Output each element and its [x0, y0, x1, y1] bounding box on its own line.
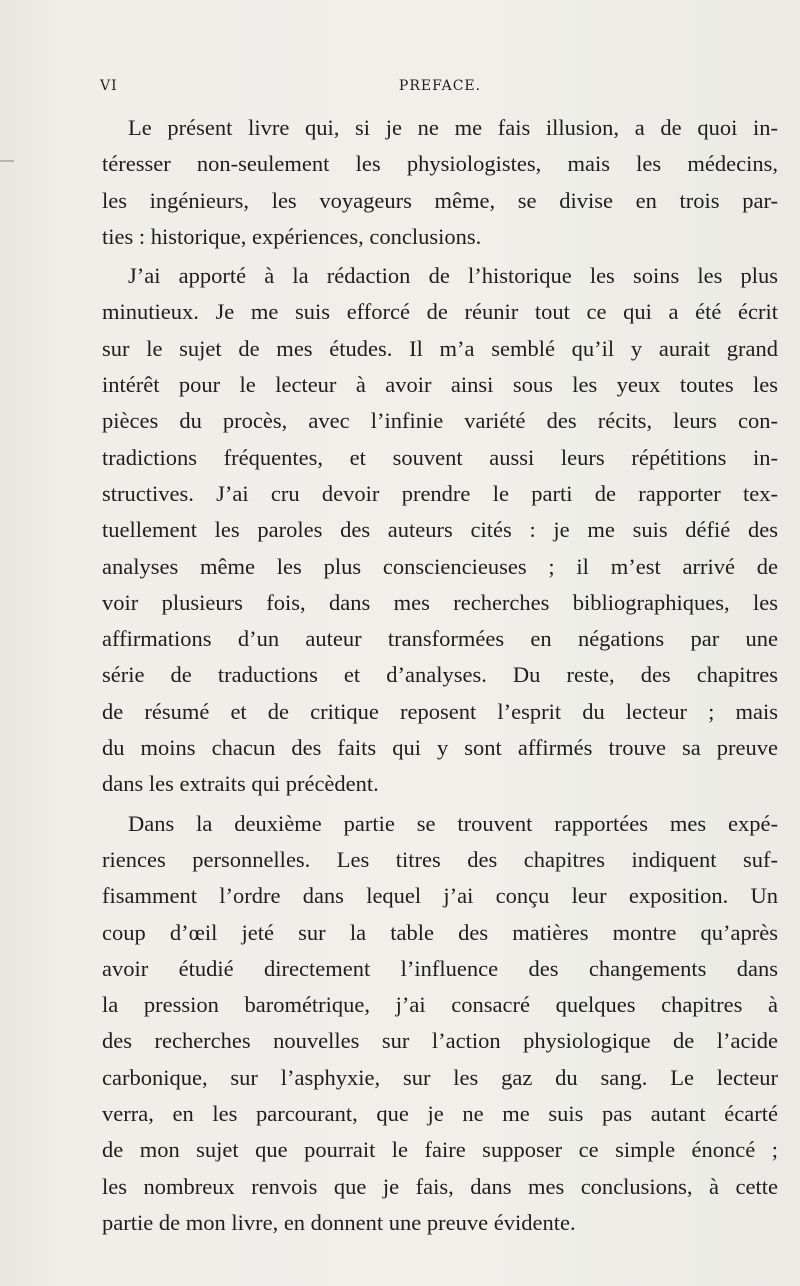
text-line: riences personnelles. Les titres des chapitres indiquent suf- [102, 846, 778, 872]
text-line: Le présent livre qui, si je ne me fais illusion, a de quoi in- [128, 115, 778, 140]
text-line: partie de mon livre, en donnent une preuve évidente. [102, 1209, 576, 1235]
text-line: pièces du procès, avec l’infinie variété des récits, leurs con- [102, 408, 778, 434]
text-line: téresser non-seulement les physiologistes, mais les médecins, [102, 151, 778, 177]
text-line: structives. J’ai cru devoir prendre le parti de rapporter tex- [102, 480, 778, 506]
text-line: des recherches nouvelles sur l’action physiologique de l’acide [102, 1028, 778, 1054]
paragraph-3 [102, 806, 778, 1242]
text-line: de mon sujet que pourrait le faire supposer ce simple énoncé ; [102, 1137, 778, 1163]
text-line: les nombreux renvois que je fais, dans mes conclusions, à cette [102, 1173, 778, 1199]
text-line: coup d’œil jeté sur la table des matières montre qu’après [102, 919, 778, 945]
text-line: les ingénieurs, les voyageurs même, se divise en trois par- [102, 187, 778, 213]
text-line: intérêt pour le lecteur à avoir ainsi sous les yeux toutes les [102, 372, 778, 398]
running-head: PREFACE. [398, 78, 482, 94]
text-line: voir plusieurs fois, dans mes recherches bibliographiques, les [102, 589, 778, 615]
text-line: carbonique, sur l’asphyxie, sur les gaz du sang. Le lecteur [102, 1064, 778, 1090]
text-line: tuellement les paroles des auteurs cités : je me suis défié des [102, 517, 778, 543]
text-line: minutieux. Je me suis efforcé de réunir tout ce qui a été écrit [102, 299, 778, 325]
text-line: sur le sujet de mes études. Il m’a semblé qu’il y aurait grand [102, 335, 778, 361]
paragraph-2 [102, 258, 778, 802]
body-text [102, 110, 778, 1241]
text-line: Dans la deuxième partie se trouvent rapportées mes expé- [128, 810, 778, 836]
text-line: tradictions fréquentes, et souvent aussi leurs répétitions in- [102, 444, 778, 470]
text-line: analyses même les plus consciencieuses ; il m’est arrivé de [102, 553, 778, 579]
text-line: ties : historique, expériences, conclusions. [102, 223, 482, 249]
text-line: série de traductions et d’analyses. Du reste, des chapitres [102, 662, 778, 688]
text-line: de résumé et de critique reposent l’esprit du lecteur ; mais [102, 698, 778, 724]
gutter-mark [0, 160, 14, 162]
text-line: affirmations d’un auteur transformées en négations par une [102, 626, 778, 652]
text-line: dans les extraits qui précèdent. [102, 771, 379, 797]
text-line: avoir étudié directement l’influence des changements dans [102, 955, 778, 981]
page-number: VI [100, 78, 118, 94]
text-line: du moins chacun des faits qui y sont affirmés trouve sa preuve [102, 735, 778, 761]
text-line: la pression barométrique, j’ai consacré quelques chapitres à [102, 992, 778, 1018]
text-line: fisamment l’ordre dans lequel j’ai conçu leur exposition. Un [102, 883, 778, 909]
page-header [100, 78, 780, 102]
text-line: verra, en les parcourant, que je ne me suis pas autant écarté [102, 1101, 778, 1127]
paragraph-1 [102, 110, 778, 255]
text-line: J’ai apporté à la rédaction de l’historique les soins les plus [128, 263, 778, 289]
